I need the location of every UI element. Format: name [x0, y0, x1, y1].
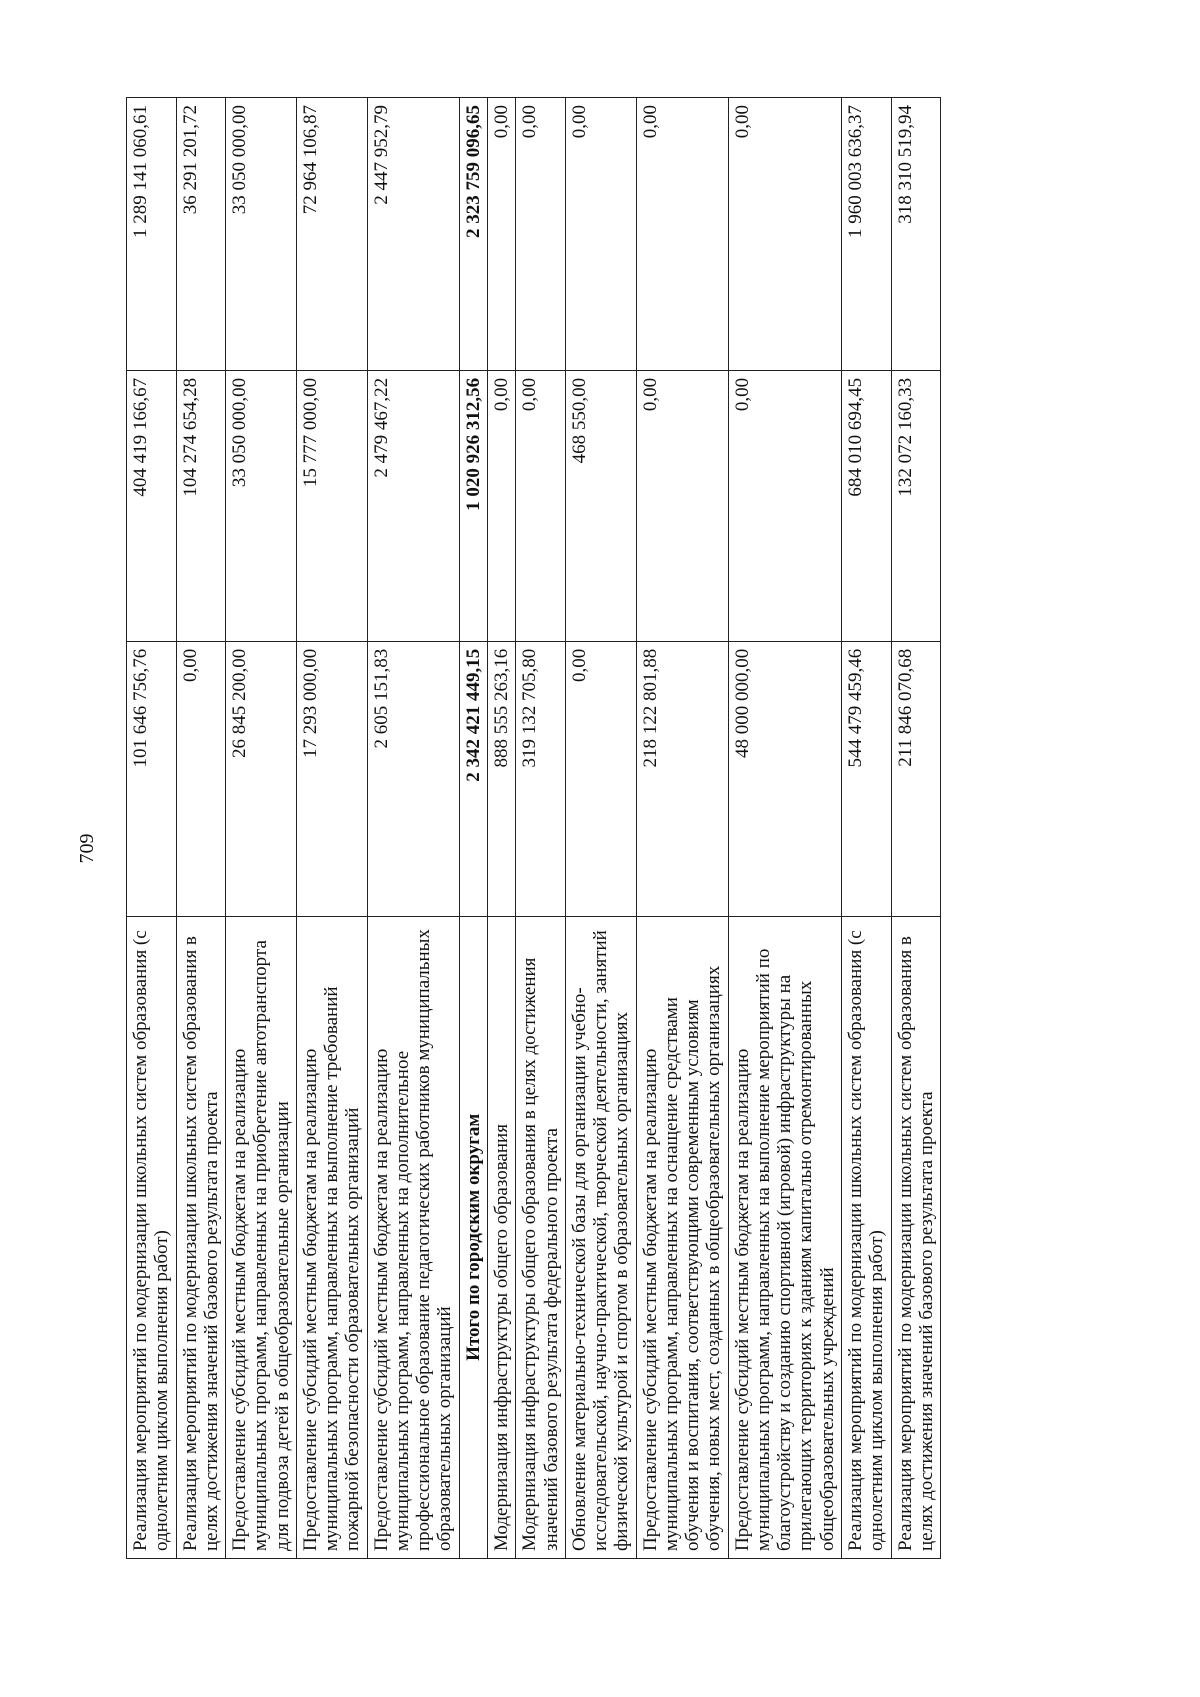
table-row [891, 98, 941, 1559]
row-value-2: 104 274 654,28 [176, 370, 226, 641]
row-value-3: 1 289 141 060,61 [127, 98, 177, 371]
row-value-1: 211 846 070,68 [891, 641, 941, 916]
row-description: Обновление материально-технической базы для организации учебно-исследовательской, научно-практической, творческой деятельности, занятий физической культурой и спортом в образовательных организациях [565, 916, 636, 1558]
row-value-3: 318 310 519,94 [891, 98, 941, 371]
row-value-3: 2 447 952,79 [367, 98, 459, 371]
row-value-3: 0,00 [565, 98, 636, 371]
row-value-3: 72 964 106,87 [296, 98, 367, 371]
row-description: Модернизация инфраструктуры общего образования [487, 916, 515, 1558]
row-value-3: 0,00 [636, 98, 728, 371]
table-row [636, 98, 728, 1559]
row-value-3: 0,00 [516, 98, 566, 371]
row-value-2: 468 550,00 [565, 370, 636, 641]
row-value-2: 15 777 000,00 [296, 370, 367, 641]
row-value-1: 2 605 151,83 [367, 641, 459, 916]
row-value-2: 684 010 694,45 [841, 370, 891, 641]
table-row [487, 98, 515, 1559]
row-value-1: 319 132 705,80 [516, 641, 566, 916]
row-value-2: 0,00 [636, 370, 728, 641]
row-value-3: 0,00 [728, 98, 841, 371]
table-row [516, 98, 566, 1559]
row-description: Предоставление субсидий местным бюджетам на реализацию муниципальных программ, направленных на приобретение автотранспорта для подвоза детей в общеобразовательные организации [226, 916, 297, 1558]
table-row [565, 98, 636, 1559]
row-value-3: 1 960 003 636,37 [841, 98, 891, 371]
row-description: Предоставление субсидий местным бюджетам на реализацию муниципальных программ, направленных на дополнительное профессиональное образование педагогических работников муниципальных образовательных организаций [367, 916, 459, 1558]
table-row [127, 98, 177, 1559]
row-value-2: 132 072 160,33 [891, 370, 941, 641]
table-row [367, 98, 459, 1559]
row-value-3: 0,00 [487, 98, 515, 371]
row-description: Предоставление субсидий местным бюджетам на реализацию муниципальных программ, направленных на оснащение средствами обучения и воспитания, соответствующими современным условиям обучения, новых мест, созданных в общеобразовательных организациях [636, 916, 728, 1558]
table-row [841, 98, 891, 1559]
row-description: Реализация мероприятий по модернизации школьных систем образования в целях достижения значений базового результата проекта [176, 916, 226, 1558]
row-description: Реализация мероприятий по модернизации школьных систем образования (с однолетним циклом выполнения работ) [841, 916, 891, 1558]
row-description: Реализация мероприятий по модернизации школьных систем образования (с однолетним циклом выполнения работ) [127, 916, 177, 1558]
row-value-2: 0,00 [516, 370, 566, 641]
total-row [459, 98, 487, 1559]
total-value-1: 2 342 421 449,15 [459, 641, 487, 916]
row-value-2: 33 050 000,00 [226, 370, 297, 641]
row-value-1: 888 555 263,16 [487, 641, 515, 916]
row-value-3: 33 050 000,00 [226, 98, 297, 371]
row-value-2: 0,00 [487, 370, 515, 641]
total-label: Итого по городским округам [459, 916, 487, 1558]
row-value-2: 0,00 [728, 370, 841, 641]
budget-table [126, 97, 941, 1559]
row-value-1: 17 293 000,00 [296, 641, 367, 916]
row-description: Предоставление субсидий местным бюджетам на реализацию муниципальных программ, направленных на выполнение мероприятий по благоустройству и созданию спортивной (игровой) инфраструктуры на прилегающих территориях к зданиям капитально отремонтированных общеобразовательных учреждений [728, 916, 841, 1558]
table-row [176, 98, 226, 1559]
row-value-1: 544 479 459,46 [841, 641, 891, 916]
page-number: 709 [76, 833, 98, 864]
total-value-2: 1 020 926 312,56 [459, 370, 487, 641]
total-value-3: 2 323 759 096,65 [459, 98, 487, 371]
row-value-1: 26 845 200,00 [226, 641, 297, 916]
row-description: Модернизация инфраструктуры общего образования в целях достижения значений базового результата федерального проекта [516, 916, 566, 1558]
row-value-1: 0,00 [176, 641, 226, 916]
row-value-1: 101 646 756,76 [127, 641, 177, 916]
row-value-1: 0,00 [565, 641, 636, 916]
row-description: Предоставление субсидий местным бюджетам на реализацию муниципальных программ, направленных на выполнение требований пожарной безопасности образовательных организаций [296, 916, 367, 1558]
row-value-1: 48 000 000,00 [728, 641, 841, 916]
table-row [226, 98, 297, 1559]
table-row [728, 98, 841, 1559]
row-value-1: 218 122 801,88 [636, 641, 728, 916]
row-value-3: 36 291 201,72 [176, 98, 226, 371]
row-value-2: 2 479 467,22 [367, 370, 459, 641]
row-description: Реализация мероприятий по модернизации школьных систем образования в целях достижения значений базового результата проекта [891, 916, 941, 1558]
table-row [296, 98, 367, 1559]
row-value-2: 404 419 166,67 [127, 370, 177, 641]
